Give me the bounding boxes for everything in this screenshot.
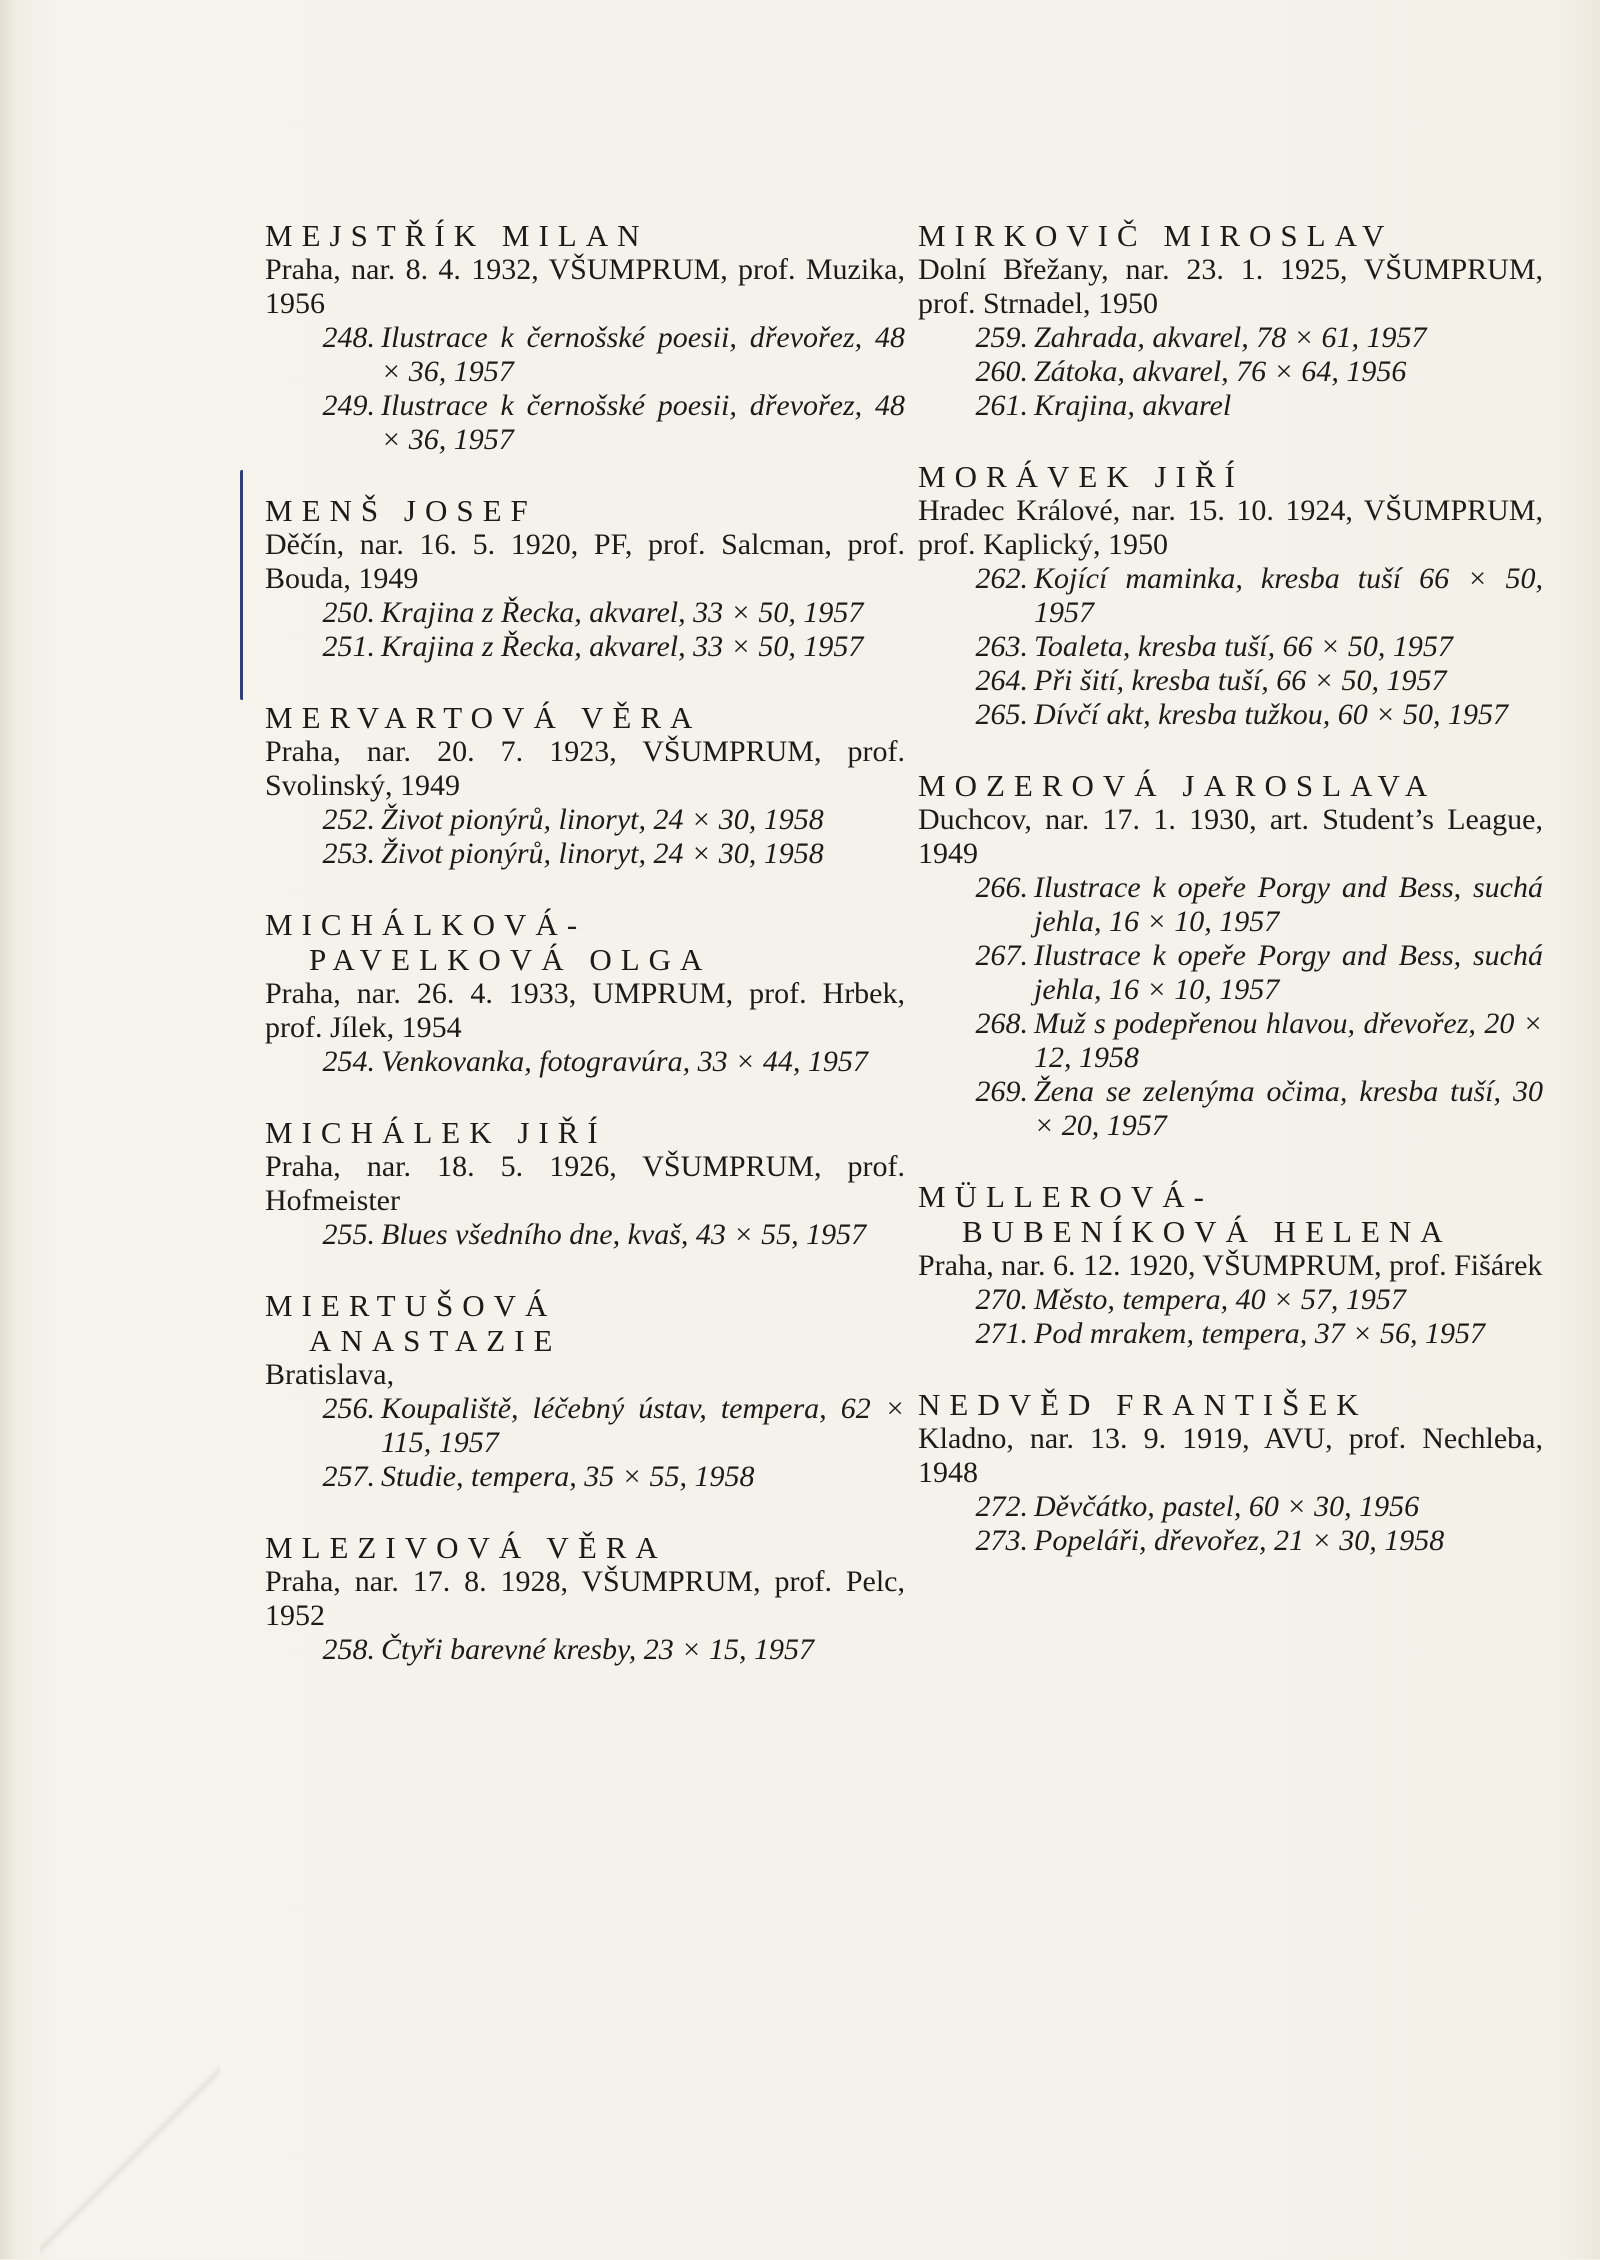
page-corner-fold	[40, 2060, 220, 2260]
work-item	[265, 803, 905, 837]
work-number: 252.	[322, 803, 375, 836]
work-item	[265, 1045, 905, 1079]
artist-bio: Bratislava,	[265, 1358, 395, 1391]
work-item	[265, 321, 905, 389]
work-number: 264.	[975, 664, 1028, 697]
work-item	[918, 355, 1543, 389]
artist-name	[918, 768, 1543, 803]
artist-bio: Dolní Břežany, nar. 23. 1. 1925, VŠUMPRUM, prof. Strnadel, 1950	[918, 253, 1543, 320]
work-description: Při šití, kresba tuší, 66 × 50, 1957	[1034, 664, 1447, 697]
work-number: 256.	[322, 1392, 375, 1425]
artist-entry	[265, 907, 905, 1079]
work-item	[265, 837, 905, 871]
margin-pencil-mark	[240, 470, 251, 700]
artist-bio: Praha, nar. 20. 7. 1923, VŠUMPRUM, prof. Svolinský, 1949	[265, 735, 905, 802]
work-description: Město, tempera, 40 × 57, 1957	[1034, 1283, 1406, 1316]
work-description: Krajina, akvarel	[1034, 389, 1232, 422]
artist-name-line: MIERTUŠOVÁ	[265, 1288, 557, 1323]
work-description: Krajina z Řecka, akvarel, 33 × 50, 1957	[381, 630, 864, 663]
work-item	[918, 321, 1543, 355]
work-description: Ilustrace k opeře Porgy and Bess, suchá jehla, 16 × 10, 1957	[1034, 871, 1543, 938]
artist-name-line: MICHÁLEK JIŘÍ	[265, 1115, 607, 1150]
work-number: 269.	[975, 1075, 1028, 1108]
work-number: 253.	[322, 837, 375, 870]
artist-name-line: PAVELKOVÁ OLGA	[309, 942, 712, 977]
work-description: Pod mrakem, tempera, 37 × 56, 1957	[1034, 1317, 1486, 1350]
work-item	[265, 630, 905, 664]
work-item	[265, 1218, 905, 1252]
work-item	[918, 1490, 1543, 1524]
work-description: Děvčátko, pastel, 60 × 30, 1956	[1034, 1490, 1420, 1523]
work-description: Život pionýrů, linoryt, 24 × 30, 1958	[381, 837, 824, 870]
work-number: 262.	[975, 562, 1028, 595]
artist-entry	[265, 1530, 905, 1667]
work-number: 258.	[322, 1633, 375, 1666]
artist-name-line: MORÁVEK JIŘÍ	[918, 459, 1244, 494]
artist-name	[265, 1115, 905, 1150]
work-item	[265, 389, 905, 457]
artist-name	[265, 493, 905, 528]
work-item	[265, 1633, 905, 1667]
work-description: Koupaliště, léčebný ústav, tempera, 62 × 115, 1957	[381, 1392, 905, 1459]
artist-name-line: MOZEROVÁ JAROSLAVA	[918, 768, 1437, 803]
artist-name	[918, 218, 1543, 253]
work-description: Zátoka, akvarel, 76 × 64, 1956	[1034, 355, 1407, 388]
work-description: Ilustrace k černošské poesii, dřevořez, 48 × 36, 1957	[381, 389, 905, 456]
right-column	[918, 218, 1543, 1594]
work-item	[265, 1392, 905, 1460]
artist-entry	[918, 1387, 1543, 1558]
artist-name	[265, 1288, 905, 1358]
work-number: 268.	[975, 1007, 1028, 1040]
artist-bio: Praha, nar. 26. 4. 1933, UMPRUM, prof. Hrbek, prof. Jílek, 1954	[265, 977, 905, 1044]
artist-name-line: BUBENÍKOVÁ HELENA	[962, 1214, 1452, 1249]
artist-bio: Praha, nar. 18. 5. 1926, VŠUMPRUM, prof. Hofmeister	[265, 1150, 905, 1217]
work-number: 250.	[322, 596, 375, 629]
work-number: 266.	[975, 871, 1028, 904]
artist-name-line: MIRKOVIČ MIROSLAV	[918, 218, 1394, 253]
artist-name	[918, 1179, 1543, 1249]
work-description: Kojící maminka, kresba tuší 66 × 50, 1957	[1034, 562, 1543, 629]
work-item	[918, 630, 1543, 664]
work-number: 249.	[322, 389, 375, 422]
artist-entry	[918, 768, 1543, 1143]
artist-entry	[265, 700, 905, 871]
work-item	[918, 1317, 1543, 1351]
work-item	[918, 389, 1543, 423]
artist-name	[265, 700, 905, 735]
artist-entry	[918, 218, 1543, 423]
artist-name	[265, 907, 905, 977]
work-item	[918, 698, 1543, 732]
artist-entry	[918, 459, 1543, 732]
artist-bio: Duchcov, nar. 17. 1. 1930, art. Student’s League, 1949	[918, 803, 1543, 870]
artist-bio: Děčín, nar. 16. 5. 1920, PF, prof. Salcman, prof. Bouda, 1949	[265, 528, 905, 595]
artist-name-line: MENŠ JOSEF	[265, 493, 537, 528]
artist-name-line: MICHÁLKOVÁ-	[265, 907, 587, 942]
artist-name-line: ANASTAZIE	[309, 1323, 562, 1358]
work-item	[918, 1075, 1543, 1143]
artist-bio: Hradec Králové, nar. 15. 10. 1924, VŠUMPRUM, prof. Kaplický, 1950	[918, 494, 1543, 561]
work-description: Studie, tempera, 35 × 55, 1958	[381, 1460, 755, 1493]
work-description: Venkovanka, fotogravúra, 33 × 44, 1957	[381, 1045, 868, 1078]
artist-entry	[265, 1115, 905, 1252]
work-number: 248.	[322, 321, 375, 354]
artist-bio: Praha, nar. 17. 8. 1928, VŠUMPRUM, prof. Pelc, 1952	[265, 1565, 905, 1632]
work-item	[265, 1460, 905, 1494]
artist-entry	[918, 1179, 1543, 1351]
work-number: 260.	[975, 355, 1028, 388]
work-number: 271.	[975, 1317, 1028, 1350]
artist-entry	[265, 493, 905, 664]
work-number: 263.	[975, 630, 1028, 663]
work-description: Čtyři barevné kresby, 23 × 15, 1957	[381, 1633, 814, 1666]
work-number: 254.	[322, 1045, 375, 1078]
artist-bio: Kladno, nar. 13. 9. 1919, AVU, prof. Nechleba, 1948	[918, 1422, 1543, 1489]
work-number: 251.	[322, 630, 375, 663]
work-number: 270.	[975, 1283, 1028, 1316]
work-item	[918, 664, 1543, 698]
artist-name	[918, 1387, 1543, 1422]
work-item	[265, 596, 905, 630]
work-item	[918, 1524, 1543, 1558]
artist-name-line: MÜLLEROVÁ-	[918, 1179, 1213, 1214]
work-description: Dívčí akt, kresba tužkou, 60 × 50, 1957	[1034, 698, 1509, 731]
artist-name	[265, 1530, 905, 1565]
artist-name	[265, 218, 905, 253]
work-description: Muž s podepřenou hlavou, dřevořez, 20 × 12, 1958	[1034, 1007, 1543, 1074]
work-description: Toaleta, kresba tuší, 66 × 50, 1957	[1034, 630, 1453, 663]
work-description: Život pionýrů, linoryt, 24 × 30, 1958	[381, 803, 824, 836]
artist-entry	[265, 218, 905, 457]
work-description: Žena se zelenýma očima, kresba tuší, 30 × 20, 1957	[1034, 1075, 1543, 1142]
artist-bio: Praha, nar. 6. 12. 1920, VŠUMPRUM, prof. Fišárek	[918, 1249, 1543, 1282]
artist-name-line: MERVARTOVÁ VĚRA	[265, 700, 702, 735]
artist-name-line: NEDVĚD FRANTIŠEK	[918, 1387, 1368, 1422]
work-item	[918, 562, 1543, 630]
work-item	[918, 1007, 1543, 1075]
work-number: 267.	[975, 939, 1028, 972]
work-description: Ilustrace k opeře Porgy and Bess, suchá jehla, 16 × 10, 1957	[1034, 939, 1543, 1006]
work-number: 265.	[975, 698, 1028, 731]
work-item	[918, 939, 1543, 1007]
work-number: 259.	[975, 321, 1028, 354]
artist-entry	[265, 1288, 905, 1494]
work-number: 257.	[322, 1460, 375, 1493]
artist-name-line: MEJSTŘÍK MILAN	[265, 218, 649, 253]
work-item	[918, 1283, 1543, 1317]
left-column	[265, 218, 905, 1703]
work-number: 255.	[322, 1218, 375, 1251]
artist-bio: Praha, nar. 8. 4. 1932, VŠUMPRUM, prof. Muzika, 1956	[265, 253, 905, 320]
artist-name	[918, 459, 1543, 494]
artist-name-line: MLEZIVOVÁ VĚRA	[265, 1530, 667, 1565]
work-number: 261.	[975, 389, 1028, 422]
work-description: Ilustrace k černošské poesii, dřevořez, 48 × 36, 1957	[381, 321, 905, 388]
work-item	[918, 871, 1543, 939]
work-description: Popeláři, dřevořez, 21 × 30, 1958	[1034, 1524, 1445, 1557]
work-description: Blues všedního dne, kvaš, 43 × 55, 1957	[381, 1218, 867, 1251]
work-description: Krajina z Řecka, akvarel, 33 × 50, 1957	[381, 596, 864, 629]
work-description: Zahrada, akvarel, 78 × 61, 1957	[1034, 321, 1427, 354]
work-number: 273.	[975, 1524, 1028, 1557]
work-number: 272.	[975, 1490, 1028, 1523]
